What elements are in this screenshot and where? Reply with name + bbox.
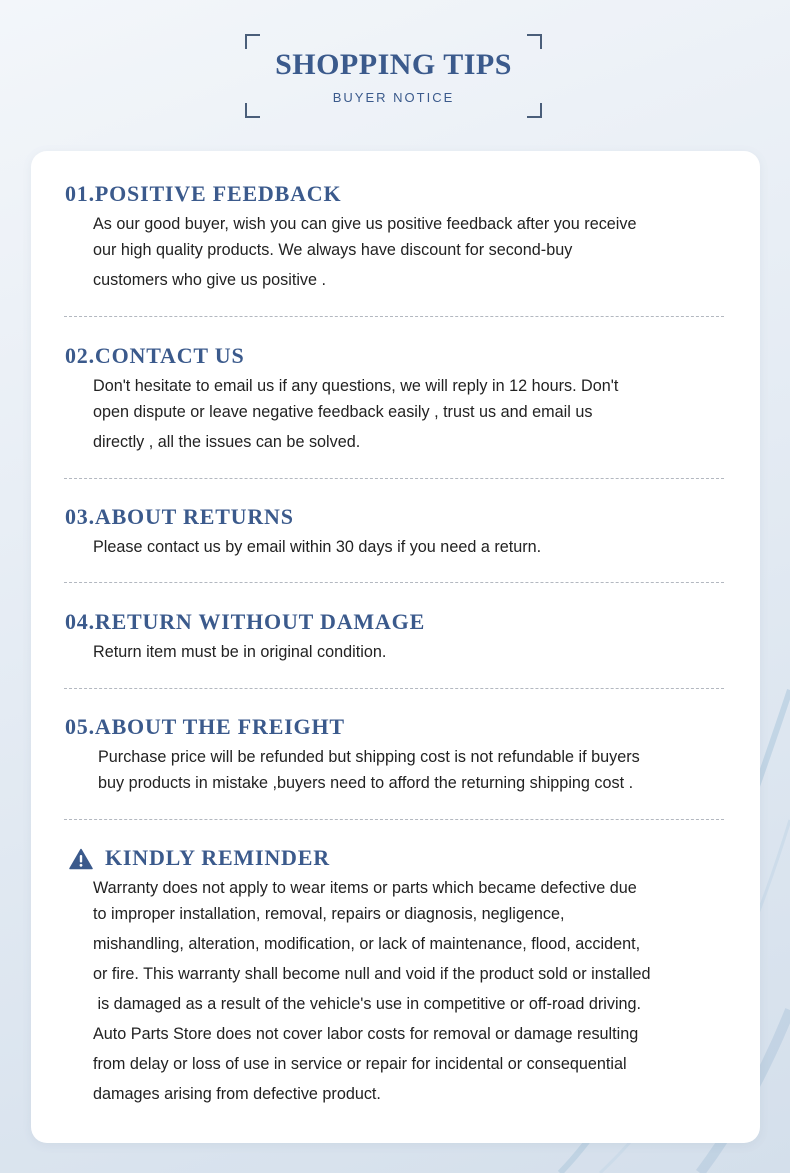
body-line: Warranty does not apply to wear items or parts which became defective due [93, 879, 637, 897]
corner-bracket [527, 34, 542, 49]
section-divider [64, 819, 724, 820]
page-title: SHOPPING TIPS [275, 48, 512, 81]
section-title: 01.POSITIVE FEEDBACK [65, 181, 342, 206]
body-line: Auto Parts Store does not cover labor costs for removal or damage resulting [93, 1025, 639, 1043]
section-body [65, 875, 765, 1107]
page-subtitle: BUYER NOTICE [332, 90, 455, 105]
body-line: Please contact us by email within 30 days if you need a return. [93, 538, 542, 556]
section-about-freight [65, 714, 725, 796]
body-line: open dispute or leave negative feedback easily , trust us and email us [93, 403, 593, 421]
section-divider [64, 316, 724, 317]
body-line: damages arising from defective product. [93, 1085, 381, 1103]
body-line: to improper installation, removal, repairs or diagnosis, negligence, [93, 905, 565, 923]
warning-icon [69, 848, 93, 870]
reminder-title: KINDLY REMINDER [105, 845, 330, 870]
section-title: 02.CONTACT US [65, 343, 245, 368]
section-title: 05.ABOUT THE FREIGHT [65, 714, 345, 739]
section-body [65, 639, 765, 665]
section-return-without-damage [65, 609, 725, 665]
section-title: 04.RETURN WITHOUT DAMAGE [65, 609, 426, 634]
section-body [65, 744, 770, 796]
body-line: or fire. This warranty shall become null and void if the product sold or installed [93, 965, 651, 983]
section-positive-feedback [65, 181, 725, 297]
body-line: mishandling, alteration, modification, or lack of maintenance, flood, accident, [93, 935, 641, 953]
corner-bracket [527, 103, 542, 118]
section-about-returns [65, 504, 725, 560]
body-line: from delay or loss of use in service or repair for incidental or consequential [93, 1055, 627, 1073]
corner-bracket [245, 103, 260, 118]
corner-bracket [245, 34, 260, 49]
section-body [65, 373, 765, 459]
section-body [65, 534, 765, 560]
body-line: our high quality products. We always have discount for second-buy [93, 241, 573, 259]
body-line: customers who give us positive . [93, 271, 327, 289]
body-line: As our good buyer, wish you can give us positive feedback after you receive [93, 215, 637, 233]
section-kindly-reminder [65, 845, 725, 1107]
section-divider [64, 582, 724, 583]
tips-card [31, 151, 760, 1143]
body-line: Return item must be in original condition. [93, 643, 387, 661]
body-line: Purchase price will be refunded but shipping cost is not refundable if buyers [98, 748, 640, 766]
section-contact-us [65, 343, 725, 459]
body-line: Don't hesitate to email us if any questions, we will reply in 12 hours. Don't [93, 377, 619, 395]
section-body [65, 211, 765, 297]
section-divider [64, 688, 724, 689]
section-title [65, 845, 725, 871]
body-line: directly , all the issues can be solved. [93, 433, 361, 451]
body-line: buy products in mistake ,buyers need to afford the returning shipping cost . [98, 774, 634, 792]
section-title: 03.ABOUT RETURNS [65, 504, 294, 529]
page-header [245, 34, 542, 118]
body-line: is damaged as a result of the vehicle's use in competitive or off-road driving. [93, 995, 642, 1013]
section-divider [64, 478, 724, 479]
